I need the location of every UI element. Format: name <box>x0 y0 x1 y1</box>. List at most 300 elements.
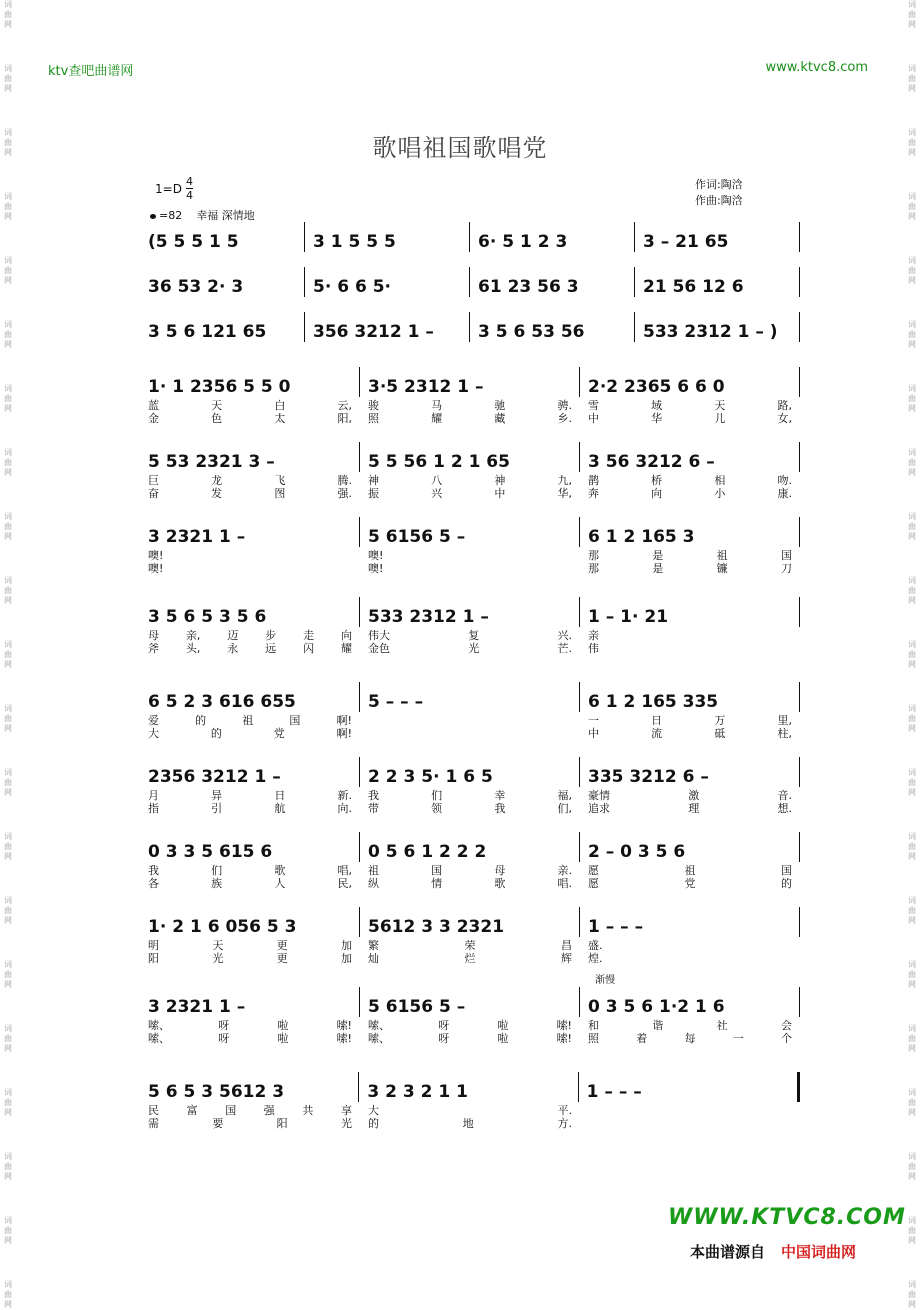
lyric-syllable: 带 <box>368 802 379 815</box>
lyric-segment <box>580 562 800 575</box>
lyric-segment <box>140 864 360 877</box>
lyric-syllable: 呀 <box>438 1032 450 1045</box>
watermark-char: 曲 <box>4 906 12 915</box>
lyric-line <box>140 1117 800 1130</box>
lyric-syllable: 神 <box>494 474 506 487</box>
lyric-segment <box>360 1032 580 1045</box>
lyric-syllable: 唱. <box>557 877 572 890</box>
lyric-syllable: 荣 <box>464 939 476 952</box>
lyric-syllable: 啊! <box>336 714 352 727</box>
lyric-syllable: 啊! <box>336 727 352 740</box>
lyric-syllable: 豪情 <box>588 789 610 802</box>
lyric-syllable: 想. <box>777 802 792 815</box>
watermark-char: 网 <box>4 916 12 925</box>
lyric-segment <box>140 629 360 642</box>
measure: 1· 2 1 6 056 5 3 <box>140 907 360 937</box>
watermark-char: 词 <box>4 256 12 265</box>
lyric-segment <box>360 877 580 890</box>
lyric-segment <box>580 487 800 500</box>
lyric-syllable: 华, <box>557 487 572 500</box>
watermark-char: 网 <box>4 20 12 29</box>
lyric-syllable: 中 <box>494 487 506 500</box>
watermark-char: 网 <box>908 852 916 861</box>
lyric-segment <box>580 1019 800 1032</box>
watermark-char: 曲 <box>908 74 916 83</box>
watermark-char: 曲 <box>4 202 12 211</box>
watermark-char: 词 <box>908 448 916 457</box>
lyric-segment <box>360 1117 580 1130</box>
measure: 1 – – – <box>579 1072 800 1102</box>
lyrics-block <box>140 629 800 655</box>
lyric-syllable: 噢! <box>148 562 164 575</box>
watermark-char: 曲 <box>4 1162 12 1171</box>
lyric-syllable: 强 <box>263 1104 275 1117</box>
lyric-syllable: 和 <box>588 1019 599 1032</box>
lyric-syllable: 复 <box>468 629 480 642</box>
watermark-char: 词 <box>4 1152 12 1161</box>
lyric-syllable: 永 <box>227 642 239 655</box>
score-system <box>140 367 800 429</box>
lyric-syllable: 藏 <box>494 412 506 425</box>
lyric-syllable: 明 <box>148 939 159 952</box>
lyric-syllable: 党 <box>273 727 285 740</box>
watermark-char: 词 <box>4 960 12 969</box>
lyric-segment <box>580 952 800 965</box>
watermark-char: 曲 <box>908 266 916 275</box>
watermark-char: 网 <box>908 1236 916 1245</box>
lyrics-block <box>140 789 800 815</box>
lyric-syllable: 每 <box>684 1032 696 1045</box>
watermark-char: 曲 <box>908 778 916 787</box>
lyric-syllable: 里, <box>777 714 792 727</box>
watermark-unit <box>4 64 12 94</box>
key-signature <box>155 175 193 202</box>
lyric-syllable: 骏 <box>368 399 379 412</box>
lyric-line <box>140 877 800 890</box>
watermark-char: 网 <box>908 1300 916 1309</box>
lyric-syllable: 呀 <box>218 1019 230 1032</box>
lyric-syllable: 阳 <box>148 952 159 965</box>
watermark-char: 网 <box>908 980 916 989</box>
lyric-syllable: 华 <box>651 412 663 425</box>
measure: 5 53 2321 3 – <box>140 442 360 472</box>
watermark-char: 曲 <box>908 970 916 979</box>
lyric-syllable: 儿 <box>714 412 726 425</box>
watermark-char: 词 <box>908 832 916 841</box>
lyric-syllable: 我 <box>494 802 506 815</box>
lyric-syllable: 啦 <box>277 1032 289 1045</box>
score-system <box>140 682 800 744</box>
lyric-syllable: 云, <box>337 399 352 412</box>
lyric-syllable: 马 <box>431 399 443 412</box>
notes-row <box>140 442 800 472</box>
watermark-char: 网 <box>4 340 12 349</box>
lyric-syllable: 步 <box>265 629 277 642</box>
watermark-char: 曲 <box>4 138 12 147</box>
site-link-left[interactable]: ktv查吧曲谱网 <box>48 64 134 79</box>
lyrics-block <box>140 1104 800 1130</box>
lyric-syllable: 阳 <box>276 1117 288 1130</box>
lyric-syllable: 月 <box>148 789 159 802</box>
lyric-syllable: 大 <box>368 1104 379 1117</box>
watermark-char: 曲 <box>908 394 916 403</box>
measure: 2 2 3 5· 1 6 5 <box>360 757 580 787</box>
lyric-syllable: 指 <box>148 802 159 815</box>
lyric-segment <box>140 802 360 815</box>
watermark-char: 曲 <box>908 842 916 851</box>
lyric-segment <box>140 399 360 412</box>
lyric-syllable: 万 <box>714 714 726 727</box>
lyric-segment <box>140 1104 360 1117</box>
lyric-syllable: 金色 <box>368 642 390 655</box>
watermark-char: 词 <box>908 1280 916 1289</box>
watermark-char: 曲 <box>4 74 12 83</box>
watermark-char: 网 <box>4 980 12 989</box>
measure: 2356 3212 1 – <box>140 757 360 787</box>
watermark-unit <box>908 1152 916 1182</box>
lyric-syllable: 昌 <box>561 939 572 952</box>
watermark-unit <box>908 1280 916 1310</box>
measure: 5612 3 3 2321 <box>360 907 580 937</box>
lyric-line <box>140 952 800 965</box>
lyric-syllable: 的 <box>368 1117 379 1130</box>
lyrics-block <box>140 1019 800 1045</box>
lyric-syllable: 幸 <box>494 789 506 802</box>
measure: 2 – 0 3 5 6 <box>580 832 800 862</box>
measure: 21 56 12 6 <box>635 267 800 297</box>
lyric-syllable: 歌 <box>494 877 506 890</box>
watermark-unit <box>4 1152 12 1182</box>
lyric-syllable: 的 <box>210 727 222 740</box>
notes-row <box>140 267 800 297</box>
watermark-char: 网 <box>908 276 916 285</box>
lyric-line <box>140 1104 800 1117</box>
composer: 作曲:陶浛 <box>695 194 743 207</box>
watermark-unit <box>4 1088 12 1118</box>
watermark-unit <box>4 768 12 798</box>
score-system <box>140 517 800 579</box>
measure: 6 1 2 165 3 <box>580 517 800 547</box>
watermark-char: 词 <box>908 576 916 585</box>
lyric-syllable: 鹊 <box>588 474 599 487</box>
lyric-syllable: 大 <box>148 727 159 740</box>
lyric-syllable: 头, <box>185 642 201 655</box>
watermark-char: 网 <box>908 468 916 477</box>
watermark-char: 词 <box>908 1216 916 1225</box>
watermark-char: 词 <box>908 0 916 9</box>
measure: 1 – – – <box>580 907 800 937</box>
watermark-char: 网 <box>4 788 12 797</box>
lyric-segment <box>140 1032 360 1045</box>
lyric-syllable: 亲. <box>557 864 572 877</box>
lyric-syllable: 发 <box>211 487 223 500</box>
watermark-unit <box>908 640 916 670</box>
score-system <box>140 1072 800 1134</box>
watermark-char: 网 <box>908 404 916 413</box>
lyric-segment <box>580 1104 800 1117</box>
watermark-char: 曲 <box>908 586 916 595</box>
watermark-char: 词 <box>4 1024 12 1033</box>
lyric-line <box>140 1032 800 1045</box>
lyric-segment <box>360 1104 580 1117</box>
credits <box>695 177 743 209</box>
lyric-segment <box>360 399 580 412</box>
lyric-syllable: 乡. <box>557 412 572 425</box>
lyrics-block <box>140 864 800 890</box>
lyric-syllable: 个 <box>781 1032 792 1045</box>
score-system <box>140 312 800 374</box>
lyric-syllable: 耀 <box>431 412 443 425</box>
lyric-syllable: 走 <box>303 629 315 642</box>
lyric-syllable: 奋 <box>148 487 159 500</box>
watermark-char: 词 <box>4 128 12 137</box>
lyric-syllable: 国 <box>431 864 443 877</box>
watermark-char: 网 <box>4 468 12 477</box>
lyric-syllable: 啦 <box>497 1032 509 1045</box>
notes-row <box>140 597 800 627</box>
lyric-syllable: 福, <box>557 789 572 802</box>
watermark-char: 曲 <box>4 714 12 723</box>
lyric-segment <box>580 1032 800 1045</box>
footer-source-site[interactable]: 中国词曲网 <box>781 1243 857 1261</box>
time-signature <box>186 175 193 202</box>
lyricist: 作词:陶浛 <box>695 178 743 191</box>
measure: 2·2 2365 6 6 0 <box>580 367 800 397</box>
lyric-syllable: 辉 <box>561 952 572 965</box>
lyric-syllable: 迈 <box>227 629 239 642</box>
watermark-char: 网 <box>4 1172 12 1181</box>
quarter-note-icon <box>150 214 156 219</box>
watermark-unit <box>908 576 916 606</box>
lyric-segment <box>580 1117 800 1130</box>
lyric-syllable: 亲, <box>185 629 201 642</box>
lyric-line <box>140 727 800 740</box>
lyric-syllable: 日 <box>274 789 286 802</box>
lyric-segment <box>360 629 580 642</box>
lyric-line <box>140 487 800 500</box>
lyric-syllable: 嗦、 <box>148 1032 170 1045</box>
lyric-syllable: 吻. <box>777 474 792 487</box>
watermark-unit <box>4 576 12 606</box>
measure: 356 3212 1 – <box>305 312 470 342</box>
lyric-syllable: 兴. <box>557 629 572 642</box>
watermark-unit <box>908 960 916 990</box>
lyric-syllable: 伟大 <box>368 629 390 642</box>
notes-row <box>140 517 800 547</box>
watermark-char: 网 <box>4 148 12 157</box>
lyric-syllable: 砥 <box>714 727 726 740</box>
measure: (5 5 5 1 5 <box>140 222 305 252</box>
watermark-char: 曲 <box>4 266 12 275</box>
lyric-segment <box>580 714 800 727</box>
lyric-syllable: 平. <box>557 1104 572 1117</box>
lyric-segment <box>360 789 580 802</box>
watermark-unit <box>908 1088 916 1118</box>
notes-row <box>140 987 800 1017</box>
notes-row <box>140 367 800 397</box>
lyric-syllable: 日 <box>651 714 663 727</box>
lyric-syllable: 领 <box>431 802 443 815</box>
lyrics-block <box>140 474 800 500</box>
lyric-syllable: 耀 <box>340 642 352 655</box>
watermark-char: 曲 <box>908 1290 916 1299</box>
lyric-syllable: 方. <box>557 1117 572 1130</box>
tempo-marking <box>150 207 255 223</box>
watermark-char: 网 <box>908 916 916 925</box>
lyric-line <box>140 629 800 642</box>
measure: 36 53 2· 3 <box>140 267 305 297</box>
lyric-syllable: 族 <box>211 877 223 890</box>
lyric-syllable: 中 <box>588 412 599 425</box>
lyric-syllable: 富 <box>186 1104 198 1117</box>
notes-row <box>140 1072 800 1102</box>
time-bottom: 4 <box>185 189 193 202</box>
notes-row <box>140 907 800 937</box>
lyric-segment <box>580 802 800 815</box>
watermark-char: 曲 <box>4 778 12 787</box>
lyric-segment <box>580 864 800 877</box>
lyric-segment <box>360 727 580 740</box>
lyric-line <box>140 549 800 562</box>
watermark-char: 曲 <box>4 1226 12 1235</box>
lyric-syllable: 共 <box>302 1104 314 1117</box>
lyric-syllable: 嗦、 <box>368 1019 390 1032</box>
lyric-syllable: 国 <box>225 1104 237 1117</box>
measure: 5 6 5 3 5612 3 <box>140 1072 359 1102</box>
lyric-line <box>140 642 800 655</box>
lyric-syllable: 一 <box>732 1032 744 1045</box>
lyric-syllable: 地 <box>462 1117 474 1130</box>
measure: 1 – 1· 21 <box>580 597 800 627</box>
lyric-syllable: 远 <box>265 642 277 655</box>
lyric-syllable: 航 <box>274 802 286 815</box>
lyric-syllable: 追求 <box>588 802 610 815</box>
lyric-syllable: 光 <box>468 642 480 655</box>
watermark-char: 网 <box>908 532 916 541</box>
watermark-unit <box>4 192 12 222</box>
lyric-syllable: 天 <box>211 399 223 412</box>
lyric-syllable: 向. <box>337 802 352 815</box>
lyric-syllable: 域 <box>651 399 663 412</box>
lyric-segment <box>360 714 580 727</box>
watermark-char: 网 <box>908 788 916 797</box>
lyric-syllable: 图 <box>274 487 286 500</box>
watermark-char: 网 <box>4 404 12 413</box>
watermark-char: 网 <box>4 596 12 605</box>
watermark-unit <box>4 384 12 414</box>
lyric-syllable: 啦 <box>277 1019 289 1032</box>
lyric-line <box>140 864 800 877</box>
watermark-char: 曲 <box>4 458 12 467</box>
watermark-char: 词 <box>908 1024 916 1033</box>
lyric-syllable: 着 <box>636 1032 648 1045</box>
lyric-syllable: 振 <box>368 487 379 500</box>
lyric-syllable: 兴 <box>431 487 443 500</box>
watermark-unit <box>908 1216 916 1246</box>
lyric-segment <box>360 474 580 487</box>
lyric-syllable: 噢! <box>368 562 384 575</box>
watermark-char: 词 <box>908 192 916 201</box>
lyric-syllable: 桥 <box>651 474 663 487</box>
lyric-syllable: 飞 <box>274 474 286 487</box>
watermark-unit <box>908 256 916 286</box>
watermark-unit <box>908 1024 916 1054</box>
lyric-segment <box>360 412 580 425</box>
lyric-syllable: 照 <box>368 412 379 425</box>
lyric-syllable: 嗦! <box>556 1032 572 1045</box>
lyric-segment <box>140 642 360 655</box>
lyric-segment <box>140 1019 360 1032</box>
watermark-char: 网 <box>4 84 12 93</box>
watermark-char: 曲 <box>4 1098 12 1107</box>
lyric-syllable: 更 <box>276 939 288 952</box>
watermark-char: 曲 <box>4 1034 12 1043</box>
lyric-segment <box>140 549 360 562</box>
measure: 3 5 6 121 65 <box>140 312 305 342</box>
measure: 0 5 6 1 2 2 2 <box>360 832 580 862</box>
lyric-segment <box>360 549 580 562</box>
watermark-char: 曲 <box>908 1226 916 1235</box>
lyric-segment <box>580 642 800 655</box>
lyric-syllable: 母 <box>494 864 506 877</box>
measure: 3 2 3 2 1 1 <box>359 1072 578 1102</box>
lyric-line <box>140 714 800 727</box>
measure: 5 5 56 1 2 1 65 <box>360 442 580 472</box>
lyrics-block <box>140 399 800 425</box>
lyric-syllable: 芒. <box>557 642 572 655</box>
watermark-char: 网 <box>4 724 12 733</box>
measure: 3 – 21 65 <box>635 222 800 252</box>
lyric-syllable: 小 <box>714 487 726 500</box>
measure: 335 3212 6 – <box>580 757 800 787</box>
lyric-syllable: 灿 <box>368 952 379 965</box>
notes-row <box>140 832 800 862</box>
watermark-unit <box>4 1216 12 1246</box>
lyric-syllable: 祖 <box>242 714 254 727</box>
lyric-syllable: 的 <box>195 714 207 727</box>
measure: 6 5 2 3 616 655 <box>140 682 360 712</box>
lyric-syllable: 加 <box>340 939 352 952</box>
tempo-value: =82 <box>159 209 183 222</box>
lyric-syllable: 噢! <box>368 549 384 562</box>
lyric-segment <box>140 412 360 425</box>
lyric-syllable: 谐 <box>652 1019 664 1032</box>
lyric-syllable: 要 <box>212 1117 224 1130</box>
lyric-syllable: 党 <box>684 877 696 890</box>
lyric-line <box>140 474 800 487</box>
lyric-syllable: 歌 <box>274 864 286 877</box>
lyric-syllable: 呀 <box>218 1032 230 1045</box>
watermark-char: 曲 <box>908 1162 916 1171</box>
watermark-char: 词 <box>908 64 916 73</box>
watermark-char: 词 <box>4 640 12 649</box>
lyric-syllable: 路, <box>777 399 792 412</box>
lyric-syllable: 繁 <box>368 939 379 952</box>
footer-logo[interactable]: WWW.KTVC8.COM <box>668 1205 906 1230</box>
lyric-syllable: 向 <box>651 487 663 500</box>
lyric-segment <box>140 727 360 740</box>
watermark-char: 词 <box>4 832 12 841</box>
lyric-line <box>140 562 800 575</box>
lyric-syllable: 天 <box>212 939 224 952</box>
watermark-char: 网 <box>4 660 12 669</box>
lyric-syllable: 光 <box>340 1117 352 1130</box>
site-link-right[interactable]: www.ktvc8.com <box>765 60 868 75</box>
lyric-syllable: 天 <box>714 399 726 412</box>
lyric-syllable: 蓝 <box>148 399 159 412</box>
lyric-syllable: 煌. <box>588 952 603 965</box>
watermark-unit <box>4 640 12 670</box>
